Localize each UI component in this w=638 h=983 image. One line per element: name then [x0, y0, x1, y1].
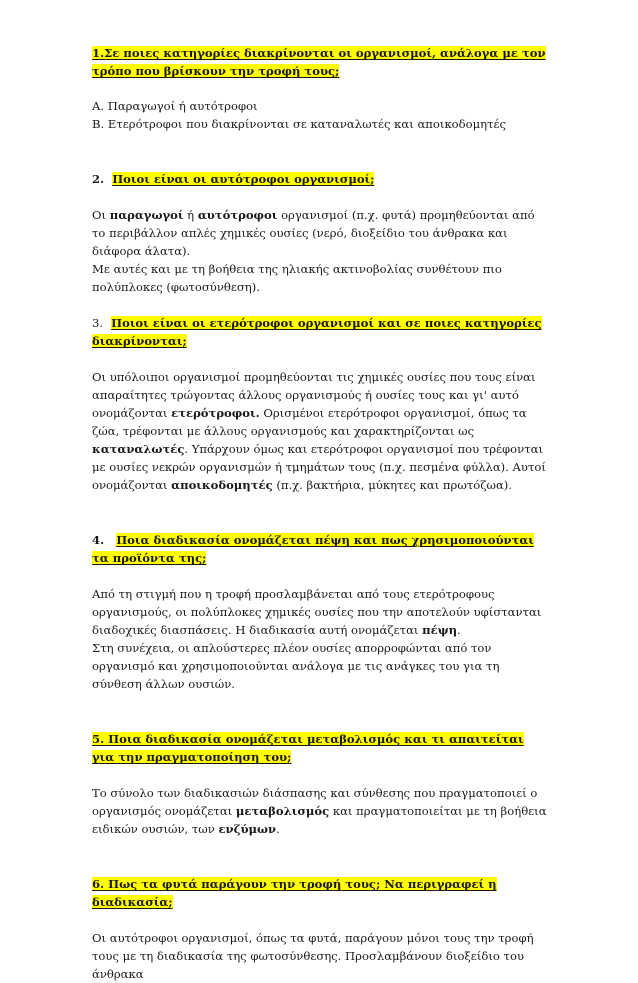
answer-2-term-producers: παραγωγοί	[109, 208, 184, 222]
question-3-heading	[92, 314, 548, 350]
answer-1-line-b: Β. Ετερότροφοι που διακρίνονται σε καταναλωτές και αποικοδομητές	[92, 117, 507, 131]
answer-5-paragraph	[92, 784, 548, 838]
answer-3-text: . Υπάρχουν όμως και ετερότροφοι οργανισμοί που τρέφονται με ουσίες νεκρών οργανισμών ή τμημάτων τους (π.χ. πεσμένα φύλλα). Αυτοί ονομάζονται	[92, 442, 546, 492]
answer-5-text: Το σύνολο των διαδικασιών διάσπασης και σύνθεσης που πραγματοποιεί ο οργανισμός ονομάζεται	[92, 786, 538, 818]
question-3-number: 3.	[92, 316, 104, 330]
answer-5-term-enzymes: ενζύμων	[218, 822, 277, 836]
question-5-title: Ποια διαδικασία ονομάζεται μεταβολισμός και τι απαιτείται για την πραγματοποίηση του;	[92, 732, 524, 764]
question-1-heading	[92, 44, 548, 80]
question-1-title: Σε ποιες κατηγορίες διακρίνονται οι οργανισμοί, ανάλογα με τον τρόπο που βρίσκουν την τροφή τους;	[92, 46, 546, 78]
question-4-number: 4.	[92, 533, 105, 547]
question-2-heading	[92, 170, 548, 188]
answer-4-line-2: Στη συνέχεια, οι απλούστερες πλέον ουσίες απορροφώνται από τον οργανισμό και χρησιμοποιούνται ανάλογα με τις ανάγκες του για τη σύνθεση άλλων ουσιών.	[92, 641, 500, 691]
answer-3-term-heterotrophs: ετερότροφοι.	[171, 406, 260, 420]
question-1-number: 1.	[92, 46, 105, 60]
answer-2-text: οργανισμοί (π.χ. φυτά) προμηθεύονται από το περιβάλλον απλές χημικές ουσίες (νερό, διοξείδιο του άνθρακα και διάφορα άλατα).	[92, 208, 535, 258]
answer-2-text: Οι	[92, 208, 110, 222]
question-3-title: Ποιοι είναι οι ετερότροφοι οργανισμοί και σε ποιες κατηγορίες διακρίνονται;	[92, 316, 542, 348]
answer-6-paragraph: Οι αυτότροφοι οργανισμοί, όπως τα φυτά, παράγουν μόνοι τους την τροφή τους με τη διαδικασία της φωτοσύνθεσης. Προσλαμβάνουν διοξείδιο του άνθρακα	[92, 931, 534, 981]
answer-3-text: (π.χ. βακτήρια, μύκητες και πρωτόζωα).	[272, 478, 512, 492]
answer-3-text: Οι υπόλοιποι οργανισμοί προμηθεύονται τις χημικές ουσίες που τους είναι απαραίτητες τρώγοντας άλλους οργανισμούς ή ουσίες τους και γι' αυτό ονομάζονται	[92, 370, 536, 420]
question-6-highlight	[92, 877, 497, 909]
answer-2-paragraph	[92, 206, 548, 260]
answer-2-text: ή	[183, 208, 198, 222]
question-5-heading	[92, 730, 548, 766]
question-1-highlight	[92, 46, 546, 78]
question-2-title: Ποιοι είναι οι αυτότροφοι οργανισμοί;	[112, 172, 375, 186]
answer-5-text: και πραγματοποιείται με τη βοήθεια ειδικών ουσιών, των	[92, 804, 547, 836]
answer-4-text: Από τη στιγμή που η τροφή προσλαμβάνεται από τους ετερότροφους οργανισμούς, οι πολύπλοκες χημικές ουσίες που την αποτελούν υφίστανται διαδοχικές διασπάσεις. Η διαδικασία αυτή ονομάζεται	[92, 587, 542, 637]
question-6-title: Πως τα φυτά παράγουν την τροφή τους; Να περιγραφεί η διαδικασία;	[92, 877, 497, 909]
answer-5-term-metabolism: μεταβολισμός	[235, 804, 330, 818]
answer-4-paragraph	[92, 585, 548, 639]
answer-4-text: .	[457, 623, 461, 637]
question-6-number: 6.	[92, 877, 105, 891]
question-5-number: 5.	[92, 732, 105, 746]
answer-3-text: Ορισμένοι ετερότροφοι οργανισμοί, όπως τα ζώα, τρέφονται με άλλους οργανισμούς και χαρακτηρίζονται ως	[92, 406, 527, 438]
question-4-heading	[92, 531, 548, 567]
question-2-number: 2.	[92, 172, 105, 186]
question-5-highlight	[92, 732, 524, 764]
answer-5-text: .	[276, 822, 280, 836]
question-4-title: Ποια διαδικασία ονομάζεται πέψη και πως χρησιμοποιούνται τα προϊόντα της;	[92, 533, 534, 565]
answer-3-paragraph	[92, 368, 548, 494]
answer-3-term-consumers: καταναλωτές	[92, 442, 185, 456]
answer-3-term-decomposers: αποικοδομητές	[171, 478, 273, 492]
answer-4-term-digestion: πέψη	[422, 623, 458, 637]
answer-2-term-autotrophs: αυτότροφοι	[197, 208, 278, 222]
question-6-heading	[92, 875, 548, 911]
answer-1-line-a: Α. Παραγωγοί ή αυτότροφοι	[92, 99, 258, 113]
answer-2-line-2: Με αυτές και με τη βοήθεια της ηλιακής ακτινοβολίας συνθέτουν πιο πολύπλοκες (φωτοσύνθεση).	[92, 262, 502, 294]
document-page	[92, 44, 548, 983]
